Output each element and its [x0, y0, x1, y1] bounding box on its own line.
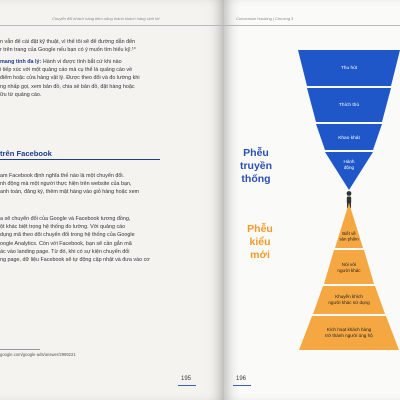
- lead-phrase: mang tính đa lý:: [0, 59, 42, 65]
- left-header-rule: [0, 25, 224, 26]
- text-line: i tiếp xúc với một quảng cáo mà cụ thể là quảng cáo về: [0, 67, 133, 74]
- pyramid-segment-tell: [324, 250, 374, 284]
- subheading-block: [0, 150, 214, 160]
- text-line: nh động mà một người thực hiện trên website của bạn,: [0, 181, 132, 188]
- left-running-head: Chuyển đổi khách hàng tiềm năng thành khách hàng sinh lời: [52, 16, 160, 21]
- text-line: ng nhấp gọi, xem bản đồ, chia sẻ bản đồ, đặt hàng hoặc: [0, 83, 135, 90]
- text-line: r trên trang của Google nếu bạn có ý muốn tìm hiểu kỹ.¹⁰: [0, 47, 136, 54]
- traditional-funnel: [298, 50, 400, 190]
- pyramid-label-encourage: Khuyến khích người khác sử dụng: [328, 294, 370, 305]
- left-paragraph-1: [0, 38, 214, 54]
- text-line: dụng mã theo dõi chuyển đổi trong hệ thống của Google: [0, 232, 135, 239]
- right-page: [224, 0, 400, 400]
- text-line: anh toán, đăng ký, thêm mặt hàng vào giỏ hàng hoặc xem: [0, 189, 140, 196]
- section-subheading: trên Facebook: [0, 150, 214, 160]
- left-page-number-rule: [178, 385, 196, 386]
- left-paragraph-3: [0, 172, 214, 197]
- pyramid-label-advocate: Kích hoạt khách hàng trở thành người ủng hộ: [325, 327, 373, 338]
- funnel-segment-action: [325, 152, 373, 190]
- funnel-label-action: Hành động: [343, 159, 355, 170]
- left-page-number: 195: [181, 376, 192, 382]
- new-funnel-label: Phễu kiểu mới: [247, 223, 273, 261]
- left-paragraph-4: [0, 215, 214, 264]
- text-line: ác vào landing page. Từ đó, khi có sự kiện chuyển đổi: [0, 248, 130, 255]
- new-funnel: [299, 203, 399, 350]
- text-line: ng page, dữ liệu Facebook sẽ tự động cập nhật và đưa vào cơ: [0, 257, 150, 264]
- funnel-label-attract: Thu hút: [340, 66, 358, 71]
- text-line: am Facebook định nghĩa thế nào là một chuyển đổi.: [0, 173, 125, 179]
- footnote-rule: [0, 349, 40, 350]
- funnel-label-interest: Thích thú: [339, 103, 359, 108]
- text-line: Hành vi được tính bắt cứ khi nào: [42, 59, 122, 65]
- text-line: ữu từ quảng cáo.: [0, 91, 42, 98]
- pyramid-label-aware: Biết về sản phẩm: [339, 231, 359, 242]
- text-line: ột khác biệt trọng hệ thống đo lường. Với quảng cáo: [0, 224, 126, 231]
- funnel-diagram: [224, 0, 400, 400]
- right-page-number-rule: [233, 385, 251, 386]
- left-paragraph-2: [0, 58, 214, 99]
- pyramid-label-tell: Nói với người khác: [337, 262, 361, 273]
- text-line: a sẽ chuyển đổi của Google và Facebook tương đồng,: [0, 216, 131, 222]
- right-running-head: Conversion Hacking | Chương 3: [236, 16, 294, 21]
- footnote: google.com/google-ads/answer/2999221: [0, 352, 76, 357]
- text-line: n vẫn để cài đặt kỹ thuật, vì thế tôi sẽ để đường dẫn đến: [0, 39, 136, 45]
- text-line: oogle Analytics. Còn với Facebook, bạn sẽ cần gắn mã: [0, 240, 132, 247]
- funnel-label-desire: Khao khát: [338, 136, 360, 141]
- traditional-funnel-label: Phễu truyền thống: [239, 147, 273, 185]
- text-line: điểm hoặc cửa hàng vật lý. Được theo đổi và đo lường khi: [0, 75, 140, 82]
- right-page-number: 196: [236, 376, 247, 382]
